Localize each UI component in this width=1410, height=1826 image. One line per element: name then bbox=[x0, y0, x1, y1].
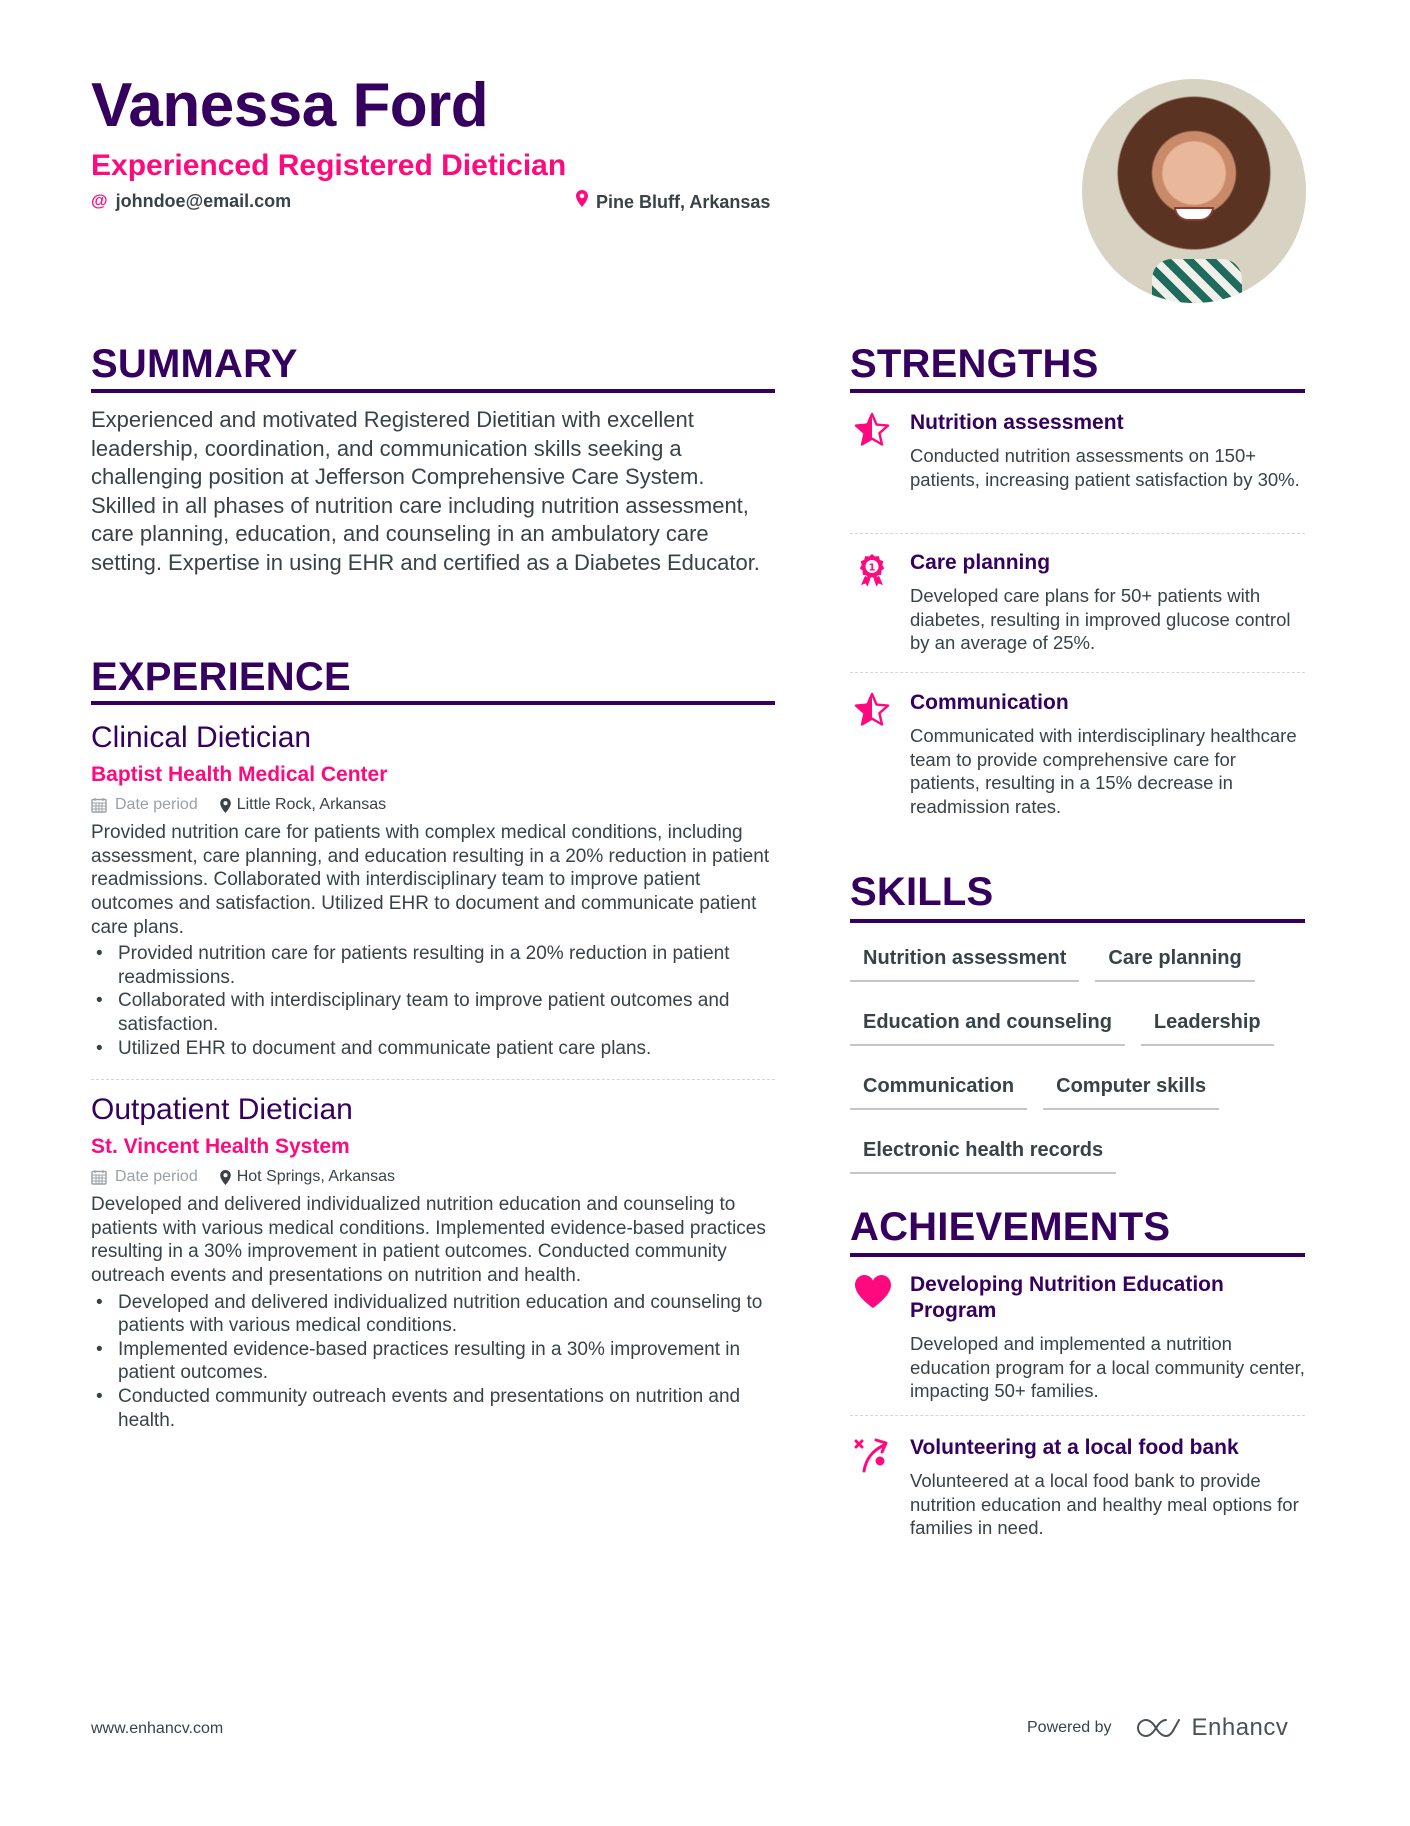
summary-text: Experienced and motivated Registered Dietitian with excellent leadership, coordination, and communication skills seeking a challenging position at Jefferson Comprehensive Care System. Skilled in all phases of nutrition care including nutrition assessment, care planning, education, and counseling in an ambulatory care setting. Expertise in using EHR and certified as a Diabetes Educator. bbox=[91, 407, 760, 575]
strength-item bbox=[850, 690, 1305, 818]
job-divider bbox=[91, 1079, 775, 1080]
enhancv-logo[interactable] bbox=[1136, 1714, 1289, 1742]
summary-heading: SUMMARY bbox=[91, 342, 298, 386]
location-text: Hot Springs, Arkansas bbox=[236, 1168, 396, 1186]
job-meta bbox=[91, 795, 775, 815]
job-date bbox=[91, 795, 198, 815]
skill-tag: Education and counseling bbox=[850, 1004, 1125, 1046]
achievement-title: Developing Nutrition Education Program bbox=[910, 1273, 1224, 1322]
strategy-arrow-icon bbox=[854, 1437, 890, 1473]
date-text: Date period bbox=[115, 796, 198, 814]
skill-tag: Nutrition assessment bbox=[850, 940, 1079, 982]
map-pin-icon bbox=[220, 1170, 231, 1185]
avatar bbox=[1082, 79, 1306, 303]
achievements-heading: ACHIEVEMENTS bbox=[850, 1205, 1171, 1249]
strength-text: Communicated with interdisciplinary healthcare team to provide comprehensive care for patients, resulting in a 15% decrease in readmission rates. bbox=[910, 725, 1297, 817]
skill-tag: Computer skills bbox=[1043, 1068, 1219, 1110]
avatar-smile bbox=[1174, 207, 1214, 221]
email-text: johndoe@email.com bbox=[115, 191, 292, 211]
calendar-icon bbox=[91, 1169, 107, 1185]
skills-divider bbox=[850, 919, 1305, 923]
infinity-logo-icon bbox=[1136, 1716, 1182, 1740]
achievement-text: Volunteered at a local food bank to provide nutrition education and healthy meal options for families in need. bbox=[910, 1470, 1299, 1539]
achievement-item bbox=[850, 1272, 1305, 1403]
brand-name: Enhancv bbox=[1191, 1714, 1289, 1741]
strength-divider bbox=[850, 672, 1305, 673]
achievement-title: Volunteering at a local food bank bbox=[910, 1436, 1239, 1459]
summary-divider bbox=[91, 389, 775, 393]
job-description: Provided nutrition care for patients with complex medical conditions, including assessment, care planning, and education resulting in a 20% reduction in patient readmissions. Collaborated with interdisciplinary team to improve patient outcomes and satisfaction. Utilized EHR to document and communicate patient care plans. bbox=[91, 822, 770, 938]
strength-divider bbox=[850, 533, 1305, 534]
heart-icon bbox=[854, 1274, 890, 1310]
strength-text: Conducted nutrition assessments on 150+ patients, increasing patient satisfaction by 30%. bbox=[910, 445, 1300, 490]
at-icon: @ bbox=[91, 191, 108, 210]
experience-entry bbox=[91, 720, 775, 1060]
award-ribbon-icon bbox=[854, 552, 890, 588]
powered-by-label: Powered by bbox=[1027, 1719, 1112, 1736]
skill-tag: Communication bbox=[850, 1068, 1027, 1110]
job-description: Developed and delivered individualized nutrition education and counseling to patients with various medical conditions. Implemented evidence-based practices resulting in a 30% improvement in patient outcomes. Conducted community outreach events and presentations on nutrition and health. bbox=[91, 1194, 766, 1286]
strengths-divider bbox=[850, 389, 1305, 393]
contact-email[interactable] bbox=[91, 190, 291, 212]
bullet-item: • Implemented evidence-based practices resulting in a 30% improvement in patient outcomes. bbox=[91, 1338, 775, 1385]
experience-entry bbox=[91, 1092, 775, 1432]
website-link[interactable]: www.enhancv.com bbox=[91, 1720, 224, 1737]
contact-location bbox=[576, 190, 770, 213]
achievements-divider bbox=[850, 1253, 1305, 1257]
calendar-icon bbox=[91, 797, 107, 813]
strength-title: Care planning bbox=[910, 551, 1051, 574]
achievement-item bbox=[850, 1435, 1305, 1540]
powered-by bbox=[1027, 1714, 1288, 1742]
job-location bbox=[220, 795, 386, 815]
bullet-item: • Utilized EHR to document and communicate patient care plans. bbox=[91, 1037, 775, 1061]
avatar-shirt bbox=[1152, 259, 1242, 303]
skills-list bbox=[850, 940, 1305, 1174]
skill-tag: Care planning bbox=[1095, 940, 1254, 982]
job-bullets bbox=[91, 942, 775, 1060]
experience-divider bbox=[91, 701, 775, 705]
map-pin-icon bbox=[220, 798, 231, 813]
strength-title: Nutrition assessment bbox=[910, 411, 1124, 434]
job-title: Outpatient Dietician bbox=[91, 1093, 353, 1126]
skills-heading: SKILLS bbox=[850, 870, 994, 914]
bullet-item: • Provided nutrition care for patients resulting in a 20% reduction in patient readmissions. bbox=[91, 942, 775, 989]
skill-tag: Leadership bbox=[1141, 1004, 1274, 1046]
bullet-item: • Collaborated with interdisciplinary team to improve patient outcomes and satisfaction. bbox=[91, 989, 775, 1036]
svg-text:1: 1 bbox=[868, 562, 876, 574]
job-location bbox=[220, 1167, 395, 1187]
strength-item bbox=[850, 550, 1305, 655]
half-star-icon bbox=[854, 692, 890, 728]
location-text: Little Rock, Arkansas bbox=[236, 796, 387, 814]
job-date bbox=[91, 1167, 198, 1187]
company-name: Baptist Health Medical Center bbox=[91, 763, 388, 786]
strength-text: Developed care plans for 50+ patients with diabetes, resulting in improved glucose control by an average of 25%. bbox=[910, 585, 1291, 654]
strength-title: Communication bbox=[910, 691, 1069, 714]
job-bullets bbox=[91, 1291, 775, 1433]
bullet-item: • Developed and delivered individualized nutrition education and counseling to patients with various medical conditions. bbox=[91, 1291, 775, 1338]
job-meta bbox=[91, 1167, 775, 1187]
bullet-item: • Conducted community outreach events and presentations on nutrition and health. bbox=[91, 1385, 775, 1432]
company-name: St. Vincent Health System bbox=[91, 1135, 350, 1158]
achievement-text: Developed and implemented a nutrition education program for a local community center, impacting 50+ families. bbox=[910, 1333, 1305, 1402]
half-star-icon bbox=[854, 412, 890, 448]
skill-tag: Electronic health records bbox=[850, 1132, 1116, 1174]
map-pin-icon bbox=[576, 190, 588, 213]
job-title: Clinical Dietician bbox=[91, 721, 312, 754]
candidate-title: Experienced Registered Dietician bbox=[91, 149, 567, 182]
achievement-divider bbox=[850, 1415, 1305, 1416]
strength-item bbox=[850, 410, 1305, 491]
strengths-heading: STRENGTHS bbox=[850, 342, 1099, 386]
candidate-name: Vanessa Ford bbox=[91, 71, 489, 140]
location-text: Pine Bluff, Arkansas bbox=[596, 191, 771, 212]
date-text: Date period bbox=[115, 1168, 198, 1186]
experience-heading: EXPERIENCE bbox=[91, 655, 351, 699]
